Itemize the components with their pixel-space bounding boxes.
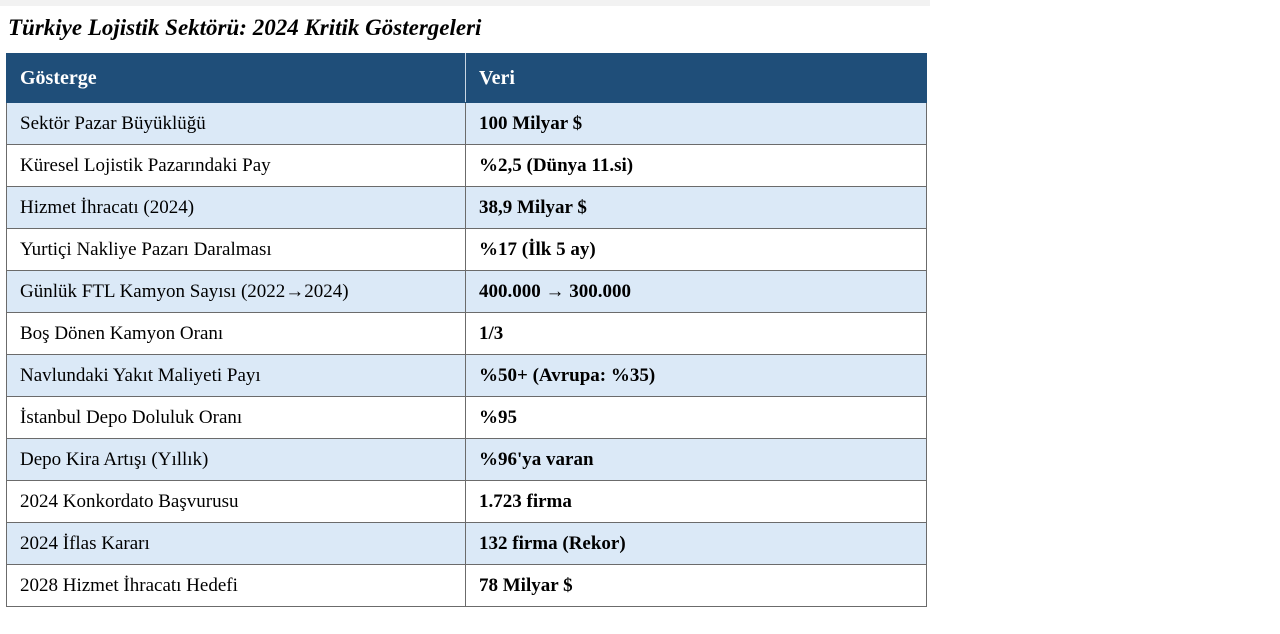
value-cell: 78 Milyar $ xyxy=(466,565,927,607)
indicator-cell: Küresel Lojistik Pazarındaki Pay xyxy=(7,145,466,187)
indicator-cell: Navlundaki Yakıt Maliyeti Payı xyxy=(7,355,466,397)
value-cell: 38,9 Milyar $ xyxy=(466,187,927,229)
table-row xyxy=(7,187,927,229)
value-cell: %50+ (Avrupa: %35) xyxy=(466,355,927,397)
value-cell: %96'ya varan xyxy=(466,439,927,481)
indicator-cell: 2024 Konkordato Başvurusu xyxy=(7,481,466,523)
value-cell: %2,5 (Dünya 11.si) xyxy=(466,145,927,187)
value-cell: 400.000 → 300.000 xyxy=(466,271,927,313)
indicator-cell: Sektör Pazar Büyüklüğü xyxy=(7,103,466,145)
table-header-row xyxy=(7,54,927,103)
value-cell: 1.723 firma xyxy=(466,481,927,523)
table-row xyxy=(7,565,927,607)
table-row xyxy=(7,481,927,523)
document-title: Türkiye Lojistik Sektörü: 2024 Kritik Göstergeleri xyxy=(8,15,482,40)
table-row xyxy=(7,271,927,313)
indicator-cell: Günlük FTL Kamyon Sayısı (2022→2024) xyxy=(7,271,466,313)
value-cell: 100 Milyar $ xyxy=(466,103,927,145)
value-cell: %95 xyxy=(466,397,927,439)
indicator-cell: 2024 İflas Kararı xyxy=(7,523,466,565)
column-header-value: Veri xyxy=(466,54,927,103)
indicator-cell: Hizmet İhracatı (2024) xyxy=(7,187,466,229)
top-divider xyxy=(0,0,930,6)
table-row xyxy=(7,313,927,355)
value-cell: 132 firma (Rekor) xyxy=(466,523,927,565)
value-cell: %17 (İlk 5 ay) xyxy=(466,229,927,271)
column-header-indicator: Gösterge xyxy=(7,54,466,103)
table-row xyxy=(7,229,927,271)
indicator-cell: 2028 Hizmet İhracatı Hedefi xyxy=(7,565,466,607)
indicator-cell: Boş Dönen Kamyon Oranı xyxy=(7,313,466,355)
indicator-cell: Yurtiçi Nakliye Pazarı Daralması xyxy=(7,229,466,271)
table-row xyxy=(7,397,927,439)
indicator-cell: İstanbul Depo Doluluk Oranı xyxy=(7,397,466,439)
table-row xyxy=(7,145,927,187)
table-row xyxy=(7,355,927,397)
table-row xyxy=(7,439,927,481)
indicator-cell: Depo Kira Artışı (Yıllık) xyxy=(7,439,466,481)
value-cell: 1/3 xyxy=(466,313,927,355)
indicators-table xyxy=(6,53,927,607)
table-row xyxy=(7,523,927,565)
table-row xyxy=(7,103,927,145)
